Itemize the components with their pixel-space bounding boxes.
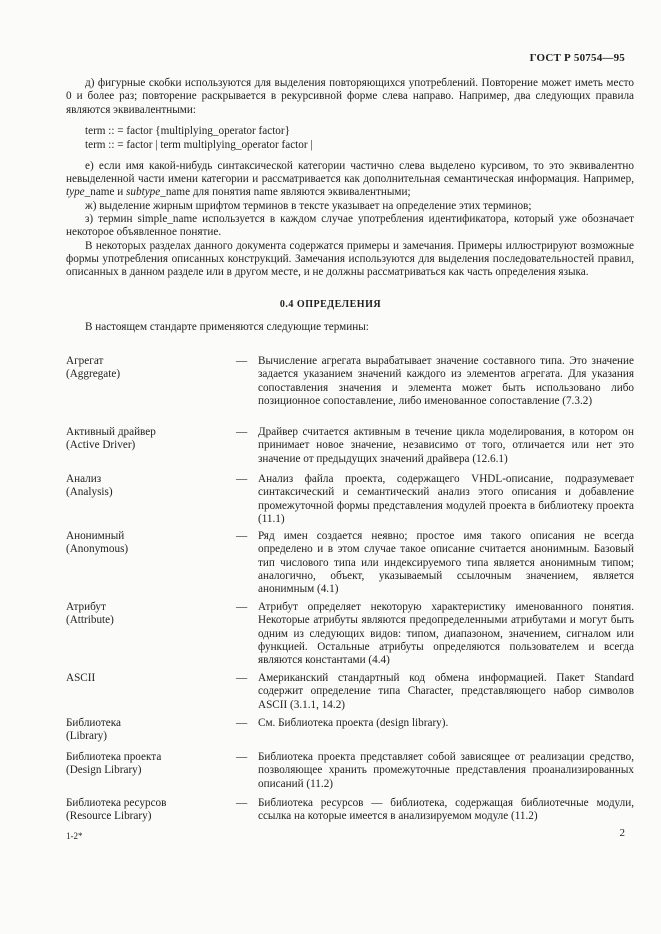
term-name: Анонимный (Anonymous) [66, 530, 129, 556]
rule-e: е) если имя какой-нибудь синтаксической категории частично слева выделено курсивом, то это эквивалентно невыделенной части имени категории и рассматривается как дополнительная семантическая информация. Например, type_name и subtype_name для понятия name являются эквивалентными; [66, 159, 634, 199]
term-name: Библиотека проекта (Design Library) [66, 751, 162, 777]
rule-zh: ж) выделение жирным шрифтом терминов в тексте указывает на определение этих терминов; [85, 199, 532, 212]
code-line-1: term :: = factor {multiplying_operator factor} [85, 124, 290, 137]
code-example-block [85, 124, 634, 153]
term-name: Анализ (Analysis) [66, 473, 113, 499]
standard-number: ГОСТ Р 50754—95 [529, 52, 625, 64]
term-name: Библиотека ресурсов (Resource Library) [66, 797, 167, 823]
intro-rules-block [66, 77, 634, 280]
term-name: Агрегат (Aggregate) [66, 355, 121, 381]
section-intro: В настоящем стандарте применяются следующие термины: [85, 321, 369, 333]
term-name: Атрибут (Attribute) [66, 601, 114, 627]
document-page: ГОСТ Р 50754—95 д) фигурные скобки используются для выделения повторяющихся употреблений. Повторение может иметь место 0 и более раз; повторение раскрывается в рекурсивной форме слева направо. Например, два следующих правила являются эквивалентными: term :: = factor {multiplying_operator factor} term :: = factor | term multiplying_operator factor | е) если имя какой-нибудь синтаксической категории частично слева выделено курсивом, то это эквивалентно невыделенной части имени категории и рассматривается как дополнительная семантическая информация. Например, type_name и subtype_name для понятия name являются эквивалентными; ж) выделение жирным шрифтом терминов в тексте указывает на определение этих терминов; з) термин simple_name используется в каждом случае употребления идентификатора, который уже обозначает некоторое объявленное понятие. В некоторых разделах данного документа содержатся примеры и замечания. Примеры иллюстрируют возможные формы употребления описанных конструкций. Замечания используются для выделения последовательностей правил, описанных в данном разделе или в другом месте, и не должны рассматриваться как часть определения языка. 0.4 ОПРЕДЕЛЕНИЯ В настоящем стандарте применяются следующие термины: Агрегат (Aggregate) — Вычисление агрегата вырабатывает значение составного типа. Это значение задается указанием значений каждого из элементов агрегата. Для указания сопоставления значения и элемента может быть использовано либо позиционное сопоставление, либо именованное сопоставление (7.3.2) Активный драйвер (Active Driver) — Драйвер считается активным в течение цикла моделирования, в котором он принимает новое значение, независимо от того, отличается или нет это значение от предыдущих значений драйвера (12.6.1) Анализ (Analysis) — Анализ файла проекта, содержащего VHDL-описание, подразумевает синтаксический и семантический анализ этого описания и добавление промежуточной формы представления модулей проекта в библиотеку проекта (11.1) Анонимный (Anonymous) — Ряд имен создается неявно; простое имя такого описания не всегда определено и в этом случае такое описание считается анонимным. Базовый тип числового типа или индексируемого типа является анонимным типом; аналогично, объект, указываемый ссылочным значением, является анонимным (4.1) Атрибут (Attribute) — Атрибут определяет некоторую характеристику именованного понятия. Некоторые атрибуты являются предопределенными атрибутами и могут быть одним из следующих видов: типом, диапазоном, значением, сигналом или функцией. Остальные атрибуты определяются пользователем и всегда являются константами (4.4) ASCII — Американский стандартный код обмена информацией. Пакет Standard содержит определение типа Character, представляющего набор символов ASCII (3.1.1, 14.2) Библиотека (Library) — См. Библиотека проекта (design library). Библиотека проекта (Design Library) — Библиотека проекта представляет собой зависящее от реализации средство, позволяющее хранить промежуточные представления проанализированных описаний (11.2) Библиотека ресурсов (Resource Library) — Библиотека ресурсов — библиотека, содержащая библиотечные модули, ссылка на которые имеется в анализируемом модуле (11.2) 1-2* 2 [0, 0, 661, 934]
italic-type: type [66, 186, 85, 199]
italic-subtype: subtype [126, 186, 161, 199]
term-name: Библиотека (Library) [66, 717, 121, 743]
rule-d: д) фигурные скобки используются для выделения повторяющихся употреблений. Повторение может иметь место 0 и более раз; повторение раскрывается в рекурсивной форме слева направо. Например, два следующих правила являются эквивалентными: [66, 77, 634, 116]
term-name: ASCII [66, 672, 96, 684]
examples-paragraph: В некоторых разделах данного документа содержатся примеры и замечания. Примеры иллюстрируют возможные формы употребления описанных конструкций. Замечания используются для выделения последовательностей правил, описанных в данном разделе или в другом месте, и не должны рассматриваться как часть определения языка. [66, 239, 634, 279]
term-name: Активный драйвер (Active Driver) [66, 426, 156, 452]
signature-mark: 1-2* [66, 831, 83, 841]
rule-z: з) термин simple_name используется в каждом случае употребления идентификатора, который уже обозначает некоторое объявленное понятие. [66, 213, 634, 239]
section-heading: 0.4 ОПРЕДЕЛЕНИЯ [279, 299, 382, 310]
code-line-2: term :: = factor | term multiplying_operator factor | [85, 139, 313, 152]
page-number: 2 [619, 827, 625, 839]
